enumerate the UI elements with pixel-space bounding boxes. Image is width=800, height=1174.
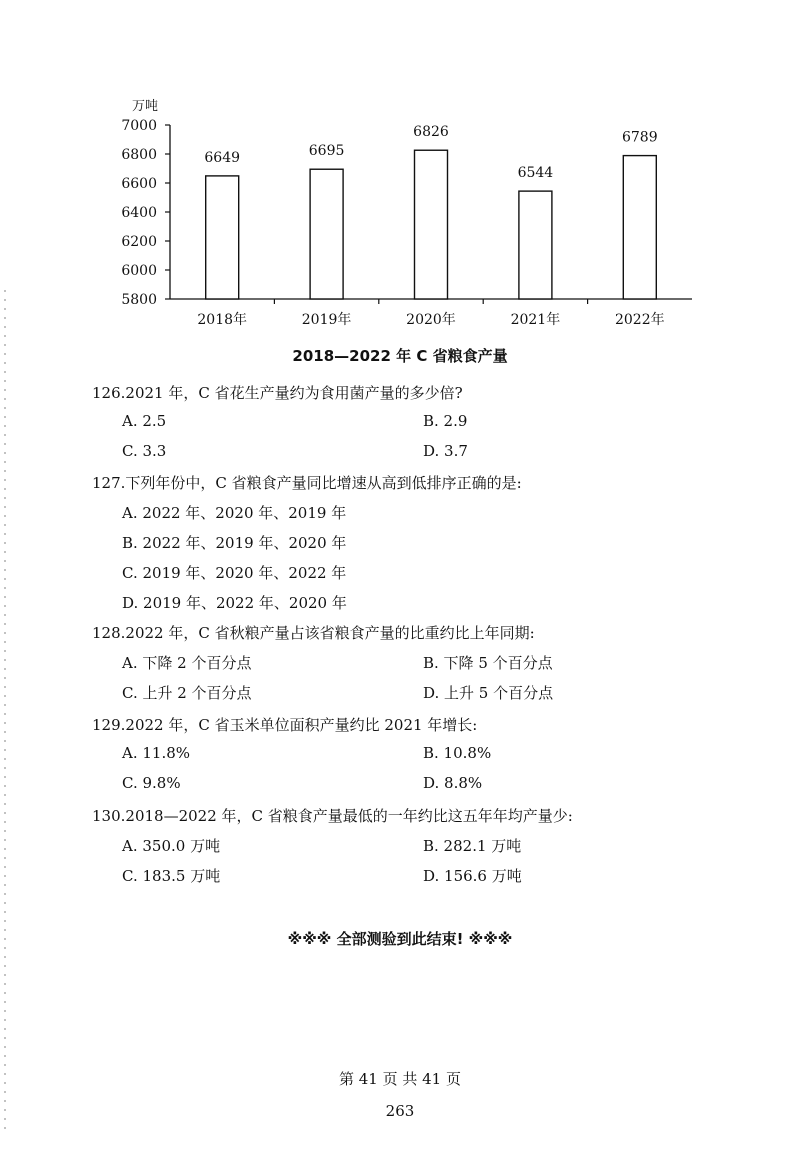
- chart-title: 2018—2022 年 C 省粮食产量: [292, 347, 508, 365]
- x-tick-label-1: 2019年: [301, 312, 352, 328]
- bar-value-label-2: 6826: [413, 124, 449, 141]
- question-127-option-d[interactable]: D. 2019 年、2022 年、2020 年: [122, 594, 347, 612]
- y-tick-label-6200: 6200: [121, 234, 157, 250]
- question-129-option-d[interactable]: D. 8.8%: [423, 774, 483, 792]
- question-128-option-a[interactable]: A. 下降 2 个百分点: [122, 654, 252, 672]
- y-tick-label-6000: 6000: [121, 263, 157, 279]
- question-126-stem: 126.2021 年，C 省花生产量约为食用菌产量的多少倍?: [92, 384, 463, 402]
- end-of-test-note: ※※※ 全部测验到此结束! ※※※: [287, 930, 513, 948]
- bar-value-label-0: 6649: [204, 149, 241, 166]
- bar-value-label-3: 6544: [517, 165, 554, 182]
- question-129-option-c[interactable]: C. 9.8%: [122, 774, 181, 792]
- page-number: 263: [385, 1102, 415, 1120]
- question-127-stem: 127.下列年份中，C 省粮食产量同比增速从高到低排序正确的是:: [92, 474, 522, 492]
- question-126-option-a[interactable]: A. 2.5: [122, 412, 167, 430]
- question-130-option-a[interactable]: A. 350.0 万吨: [122, 837, 221, 855]
- question-128-option-c[interactable]: C. 上升 2 个百分点: [122, 684, 252, 702]
- bar-3: [519, 191, 552, 299]
- bar-2: [415, 150, 448, 299]
- y-tick-label-7000: 7000: [121, 118, 157, 134]
- question-130-stem: 130.2018—2022 年，C 省粮食产量最低的一年约比这五年年均产量少:: [92, 807, 573, 825]
- question-129-option-a[interactable]: A. 11.8%: [122, 744, 191, 762]
- x-tick-label-4: 2022年: [614, 312, 665, 328]
- y-tick-label-6400: 6400: [121, 205, 157, 221]
- bar-value-label-1: 6695: [308, 143, 345, 160]
- question-126-option-d[interactable]: D. 3.7: [423, 442, 468, 460]
- question-128-option-d[interactable]: D. 上升 5 个百分点: [423, 684, 554, 702]
- question-130-option-b[interactable]: B. 282.1 万吨: [423, 837, 522, 855]
- y-tick-label-5800: 5800: [121, 292, 157, 308]
- question-130-option-d[interactable]: D. 156.6 万吨: [423, 867, 522, 885]
- question-128-stem: 128.2022 年，C 省秋粮产量占该省粮食产量的比重约比上年同期:: [92, 624, 535, 642]
- question-128-option-b[interactable]: B. 下降 5 个百分点: [423, 654, 553, 672]
- bar-4: [623, 156, 656, 299]
- bar-value-label-4: 6789: [621, 129, 658, 146]
- question-127-option-a[interactable]: A. 2022 年、2020 年、2019 年: [122, 504, 347, 522]
- x-tick-label-0: 2018年: [197, 312, 248, 328]
- y-axis-label: 万吨: [132, 99, 159, 114]
- x-tick-label-2: 2020年: [406, 312, 456, 328]
- bar-1: [310, 169, 343, 299]
- bar-0: [206, 176, 239, 299]
- question-127-option-b[interactable]: B. 2022 年、2019 年、2020 年: [122, 534, 347, 552]
- y-tick-label-6800: 6800: [121, 147, 157, 163]
- question-126-option-c[interactable]: C. 3.3: [122, 442, 167, 460]
- question-129-option-b[interactable]: B. 10.8%: [423, 744, 492, 762]
- question-127-option-c[interactable]: C. 2019 年、2020 年、2022 年: [122, 564, 347, 582]
- page-info: 第 41 页 共 41 页: [338, 1070, 461, 1088]
- question-126-option-b[interactable]: B. 2.9: [423, 412, 468, 430]
- y-tick-label-6600: 6600: [121, 176, 157, 192]
- binding-margin-dots: [4, 290, 6, 1130]
- question-130-option-c[interactable]: C. 183.5 万吨: [122, 867, 221, 885]
- question-129-stem: 129.2022 年，C 省玉米单位面积产量约比 2021 年增长:: [92, 716, 478, 734]
- x-tick-label-3: 2021年: [510, 312, 561, 328]
- grain-output-bar-chart: [0, 0, 800, 340]
